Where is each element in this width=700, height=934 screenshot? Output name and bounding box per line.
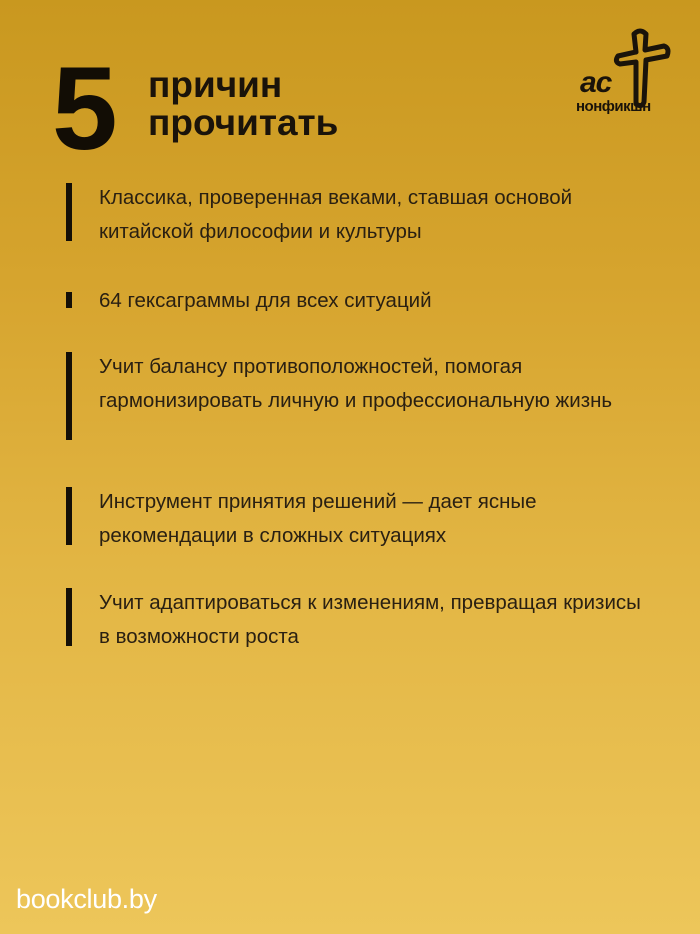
bullet-bar <box>66 352 72 440</box>
reasons-count: 5 <box>52 43 116 175</box>
list-item <box>66 586 646 654</box>
bullet-bar <box>66 588 72 646</box>
reasons-list <box>66 181 646 654</box>
bullet-bar <box>66 487 72 545</box>
bullet-bar <box>66 183 72 241</box>
publisher-logo <box>572 28 672 118</box>
logo-subtitle: нонфикшн <box>576 98 651 115</box>
reason-text: 64 гексаграммы для всех ситуаций <box>99 289 432 312</box>
title-line-1: причин <box>148 64 283 105</box>
title-line-2: прочитать <box>148 102 339 143</box>
ast-figure-icon <box>612 28 672 108</box>
reason-text: Классика, проверенная веками, ставшая основой китайской философии и культуры <box>99 186 573 243</box>
reason-text: Учит адаптироваться к изменениям, превращая кризисы в возможности роста <box>99 591 641 648</box>
bullet-bar <box>66 292 72 308</box>
site-watermark: bookclub.by <box>16 884 157 914</box>
list-item <box>66 284 646 318</box>
list-item <box>66 181 646 249</box>
reason-text: Учит балансу противоположностей, помогая гармонизировать личную и профессиональную жизнь <box>99 355 613 412</box>
list-item <box>66 485 646 553</box>
list-item <box>66 350 646 452</box>
page-title <box>148 66 338 142</box>
logo-wordmark: ас <box>580 66 612 99</box>
reason-text: Инструмент принятия решений — дает ясные рекомендации в сложных ситуациях <box>99 490 537 547</box>
